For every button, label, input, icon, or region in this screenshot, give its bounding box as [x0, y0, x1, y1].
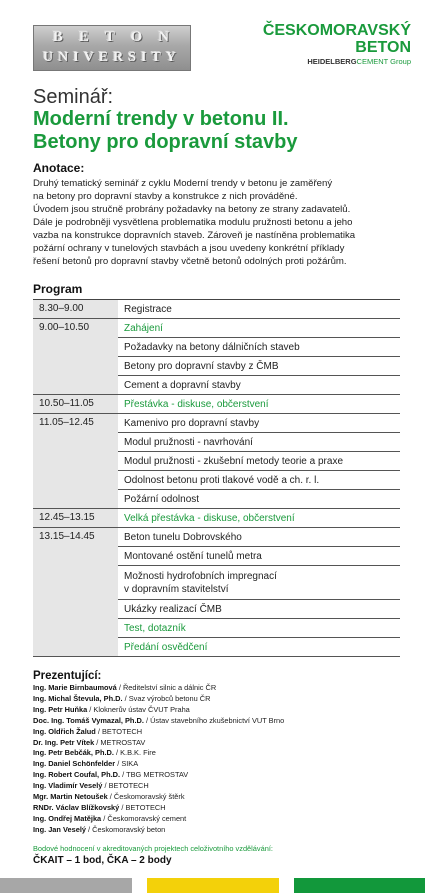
program-row: [33, 528, 400, 547]
yellow-bar: [147, 878, 279, 893]
program-row: [33, 338, 400, 357]
program-time: [33, 338, 118, 357]
program-item: [118, 566, 400, 600]
program-time: 9.00–10.50: [33, 319, 118, 338]
anotace-line: vazba na konstrukce dopravních staveb. Zároveň je nastíněna problematika: [33, 230, 356, 241]
program-item-text: Modul pružnosti - navrhování: [124, 436, 253, 448]
beton-university-logo: [33, 25, 191, 71]
presenter-item: Dr. Ing. Petr Vítek / METROSTAV: [33, 737, 146, 747]
presenter-org: Českomoravský cement: [107, 813, 187, 823]
presenter-item: Ing. Michal Števula, Ph.D. / Svaz výrobců betonu ČR: [33, 693, 211, 703]
program-item-text: Test, dotazník: [124, 622, 186, 634]
company-name-line2: BETON: [355, 39, 411, 56]
presenter-org: BETOTECH: [102, 726, 143, 736]
anotace-line: Úvodem jsou stručně probrány požadavky na betony ze strany zadavatelů.: [33, 204, 351, 215]
anotace-line: na betony pro dopravní stavby a konstrukce z nich prováděné.: [33, 191, 298, 202]
presenter-org: BETOTECH: [125, 802, 166, 812]
program-row: [33, 357, 400, 376]
accreditation-note: Bodové hodnocení v akreditovaných projektech celoživotního vzdělávání:: [33, 844, 273, 853]
presenter-org: Českomoravský štěrk: [113, 792, 185, 802]
anotace-line: Druhý tematický seminář z cyklu Moderní trendy v betonu je zaměřený: [33, 178, 333, 189]
program-item-text: Požární odolnost: [124, 493, 200, 505]
group-name: HEIDELBERGCEMENT Group: [307, 57, 411, 66]
program-item-text: Modul pružnosti - zkušební metody teorie a praxe: [124, 455, 343, 467]
presenter-org: Českomoravský beton: [92, 824, 166, 834]
program-row: [33, 300, 400, 319]
program-item-text: Cement a dopravní stavby: [124, 379, 241, 391]
presenter-name: Ing. Petr Bebčák, Ph.D.: [33, 748, 114, 758]
program-item-text: Kamenivo pro dopravní stavby: [124, 417, 260, 429]
program-item-text: Zahájení: [124, 322, 163, 334]
program-item-text: Registrace: [124, 303, 172, 315]
presenter-item: Ing. Vladimír Veselý / BETOTECH: [33, 781, 149, 791]
header: [0, 0, 425, 80]
presenter-name: Ing. Daniel Schönfelder: [33, 759, 116, 769]
presenter-item: Ing. Jan Veselý / Českomoravský beton: [33, 824, 166, 834]
green-bar: [294, 878, 425, 893]
presenter-org: TBG METROSTAV: [126, 770, 189, 780]
footer-color-bars: [0, 878, 425, 893]
program-item: [118, 471, 400, 490]
program-item-text: Možnosti hydrofobních impregnací v dopravním stavitelství: [124, 570, 277, 595]
presenter-item: Doc. Ing. Tomáš Vymazal, Ph.D. / Ústav stavebního zkušebnictví VUT Brno: [33, 715, 285, 725]
anotace-heading: Anotace:: [33, 161, 85, 175]
program-item: [118, 338, 400, 357]
program-item-text: Požadavky na betony dálničních staveb: [124, 341, 300, 353]
program-time: 13.15–14.45: [33, 528, 118, 547]
program-time: [33, 619, 118, 638]
program-time: [33, 452, 118, 471]
program-time: 12.45–13.15: [33, 509, 118, 528]
program-item-text: Předání osvědčení: [124, 641, 208, 653]
program-item: [118, 547, 400, 566]
presenter-item: Ing. Ondřej Matějka / Českomoravský cement: [33, 813, 187, 823]
program-row: [33, 547, 400, 566]
program-item-text: Odolnost betonu proti tlakové vodě a ch. r. l.: [124, 474, 320, 486]
program-item: [118, 395, 400, 414]
program-item-text: Betony pro dopravní stavby z ČMB: [124, 360, 279, 372]
program-item-text: Velká přestávka - diskuse, občerstvení: [124, 512, 295, 524]
program-item: [118, 414, 400, 433]
program-item: [118, 433, 400, 452]
presenter-item: Ing. Daniel Schönfelder / SIKA: [33, 759, 139, 769]
program-item-text: Ukázky realizací ČMB: [124, 603, 222, 615]
presenter-org: K.B.K. Fire: [120, 748, 156, 758]
presenters-list: [33, 683, 413, 836]
presenter-org: METROSTAV: [100, 737, 146, 747]
program-time: 8.30–9.00: [33, 300, 118, 319]
presenter-name: Ing. Petr Huňka: [33, 704, 88, 714]
seminar-label: Seminář:: [33, 86, 114, 108]
program-item: [118, 319, 400, 338]
program-time: [33, 357, 118, 376]
title-line2: Betony pro dopravní stavby: [33, 131, 298, 153]
company-name-line1: ČESKOMORAVSKÝ: [262, 22, 411, 39]
program-item: [118, 452, 400, 471]
presenter-org: Kloknerův ústav ČVUT Praha: [93, 704, 190, 714]
presenter-item: Ing. Robert Coufal, Ph.D. / TBG METROSTAV: [33, 770, 189, 780]
program-time: [33, 638, 118, 657]
program-item: [118, 376, 400, 395]
anotace-line: požární ochrany v tunelových stavbách a jsou uvedeny konkrétní příklady: [33, 243, 345, 254]
program-time: [33, 490, 118, 509]
presenter-item: Ing. Petr Bebčák, Ph.D. / K.B.K. Fire: [33, 748, 156, 758]
program-item: [118, 638, 400, 657]
presenter-item: Ing. Marie Birnbaumová / Ředitelství silnic a dálnic ČR: [33, 683, 217, 692]
presenter-name: Ing. Ondřej Matějka: [33, 813, 102, 823]
presenter-name: Ing. Robert Coufal, Ph.D.: [33, 770, 121, 780]
presenter-name: RNDr. Václav Blížkovský: [33, 802, 120, 812]
presenter-name: Ing. Jan Veselý: [33, 824, 86, 834]
program-time: [33, 471, 118, 490]
program-row: [33, 452, 400, 471]
program-time: [33, 566, 118, 600]
program-row: [33, 600, 400, 619]
program-row: [33, 414, 400, 433]
presenter-name: Doc. Ing. Tomáš Vymazal, Ph.D.: [33, 715, 144, 725]
program-heading: Program: [33, 282, 83, 296]
program-row: [33, 566, 400, 600]
program-time: [33, 376, 118, 395]
program-item: [118, 490, 400, 509]
title-line1: Moderní trendy v betonu II.: [33, 108, 289, 130]
program-row: [33, 509, 400, 528]
program-row: [33, 395, 400, 414]
program-row: [33, 471, 400, 490]
presenter-name: Dr. Ing. Petr Vítek: [33, 737, 95, 747]
presenter-name: Ing. Michal Števula, Ph.D.: [33, 693, 123, 703]
program-row: [33, 490, 400, 509]
presenters-section: [33, 670, 413, 836]
presenter-org: Ředitelství silnic a dálnic ČR: [122, 683, 217, 692]
presenter-org: SIKA: [121, 759, 139, 769]
program-time: [33, 433, 118, 452]
logo-line1: BETON: [52, 29, 186, 45]
presenters-heading: Prezentující:: [33, 670, 102, 682]
program-item: [118, 509, 400, 528]
program-item-text: Montované ostění tunelů metra: [124, 550, 262, 562]
presenter-name: Mgr. Martin Netoušek: [33, 792, 108, 802]
presenter-item: Ing. Petr Huňka / Kloknerův ústav ČVUT Praha: [33, 704, 190, 714]
presenter-org: Ústav stavebního zkušebnictví VUT Brno: [150, 715, 285, 725]
program-row: [33, 376, 400, 395]
presenter-name: Ing. Marie Birnbaumová: [33, 683, 117, 692]
presenter-item: Ing. Oldřich Žalud / BETOTECH: [33, 726, 143, 736]
anotace-text: [33, 177, 413, 268]
company-logo: [263, 22, 411, 66]
program-row: [33, 619, 400, 638]
program-row: [33, 319, 400, 338]
presenter-item: RNDr. Václav Blížkovský / BETOTECH: [33, 802, 166, 812]
logo-line2: UNIVERSITY: [43, 50, 181, 65]
program-item: [118, 600, 400, 619]
program-row: [33, 433, 400, 452]
program-item: [118, 528, 400, 547]
seminar-title: [33, 108, 413, 154]
program-item: [118, 619, 400, 638]
presenter-org: BETOTECH: [108, 781, 149, 791]
program-time: 10.50–11.05: [33, 395, 118, 414]
presenter-name: Ing. Oldřich Žalud: [33, 726, 96, 736]
program-time: 11.05–12.45: [33, 414, 118, 433]
presenter-item: Mgr. Martin Netoušek / Českomoravský štěrk: [33, 792, 185, 802]
anotace-line: Dále je podrobněji vysvětlena problematika modulu pružnosti betonu a jeho: [33, 217, 353, 228]
program-item: [118, 357, 400, 376]
anotace-line: řešení betonů pro dopravní stavby včetně betonů odolných proti požárům.: [33, 256, 347, 267]
program-item-text: Přestávka - diskuse, občerstvení: [124, 398, 269, 410]
presenter-name: Ing. Vladimír Veselý: [33, 781, 103, 791]
gray-bar: [0, 878, 132, 893]
presenter-org: Svaz výrobců betonu ČR: [128, 693, 211, 703]
program-time: [33, 600, 118, 619]
program-time: [33, 547, 118, 566]
program-item-text: Beton tunelu Dobrovského: [124, 531, 242, 543]
program-table: [33, 299, 400, 657]
credits-text: ČKAIT – 1 bod, ČKA – 2 body: [33, 855, 172, 866]
block-divider: [33, 656, 118, 657]
program-item: [118, 300, 400, 319]
program-row: [33, 638, 400, 657]
